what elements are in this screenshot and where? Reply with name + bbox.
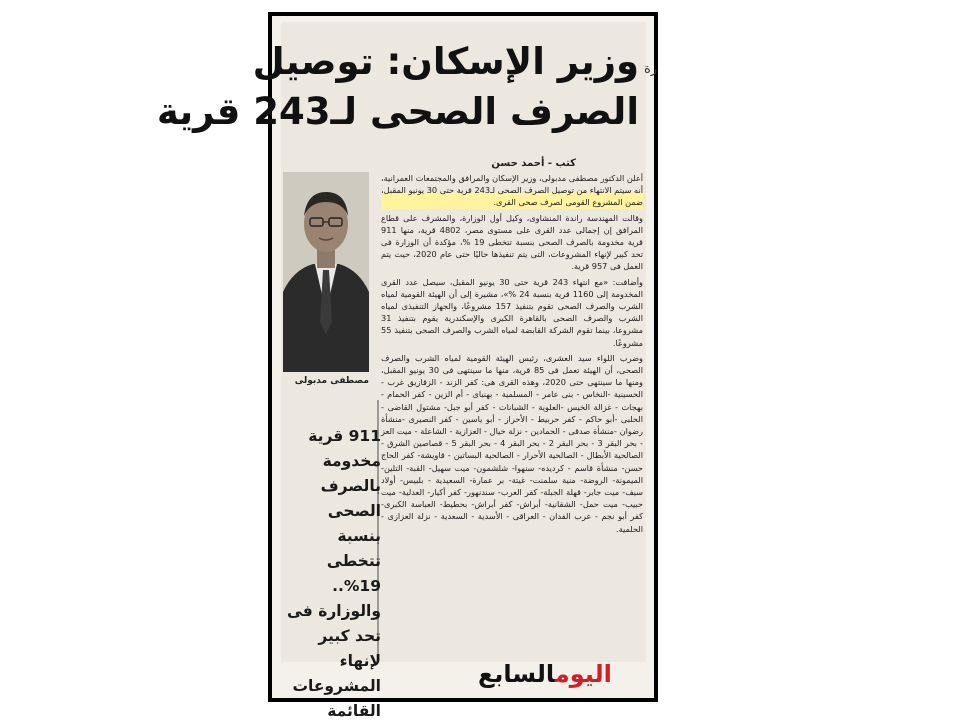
portrait-photo (283, 172, 369, 372)
headline-line-1: وزير الإسكان: توصيل (252, 40, 639, 83)
article-paragraph: وضرب اللواء سيد العشرى، رئيس الهيئة القومية لمياه الشرب والصرف الصحى، أن الهيئة تعمل فى 85 قرية، منها ما سينتهى فى 30 يونيو المقبل، ومنها ما سينتهى حتى 2020، وهذه القرى هى: كفر الزند - الزقازيق غرب - الحسينية -النخاس - بنى عامر - المسلمية - بهنباى - أم الزين - كفر الحمام - بهجات - غزالة الخيس -العلوية - الشبانات - كفر أبو جبل- مشتول القاضى - الحلبى -أبو حاكم - كفر حربيط - الأحراز - أبو ياسين - كفر النصيرى -منشأة رضوان -منشأة صدقى - الحمادين - نزلة خيال - العزازية - الشاعلة - ميت العز - بحر البقر 3 - بحر البقر 2 - بحر البقر 4 - بحر البقر 5 - قصاصين الشرق - الصالحية الأبطال - الصالحية الأحرار - الصالحية البساتين - قاويشة- كفر الحاج حسن- منشأة قاسم - كرديده- سنهوا- شلشمون- ميت سهيل- القبة- التلين- الميمونة- الروضة- منية سلمنت- غيتة- بر عمارة- السعيدية - بلبيس- أولاد سيف- ميت جابر- قهلة الجبلة- كفر العرب- سندنهور- كفر أكيار- العدلية- ميت حبيب- ميت حمل- الشقانية- أبراش- كفر أبراش- بحطيط- العباسة الكبرى- كفر أبو نجم - عرب الفدان - العراقى - الأسدية - السعدية - نزلة العزازى - الحلمية. (381, 352, 643, 534)
article-paragraph: وقالت المهندسة راندة المنشاوى، وكيل أول الوزارة، والمشرف على قطاع المرافق إن إجمالى عدد القرى على مستوى مصر، 4802 قرية، منها 911 قرية مخدومة بالصرف الصحى بنسبة تتخطى 19 %، مؤكدة أن الوزارة فى تحد كبير لإنهاء المشروعات، التى يتم تنفيذها حاليًا حتى عام 2020، حيث يتم العمل فى 957 قرية. (381, 212, 644, 272)
article-paragraph: أعلن الدكتور مصطفى مدبولى، وزير الإسكان والمرافق والمجتمعات العمرانية، أنه سيتم الانتهاء من توصيل الصرف الصحى لـ243 قرية حتى 30 يونيو المقبل، ضمن المشروع القومى لصرف صحى القرى. (381, 173, 643, 208)
newspaper-logo (478, 660, 612, 690)
headline-line-2: الصرف الصحى لـ243 قرية (156, 90, 639, 133)
pull-quote: 911 قرية مخدومة بالصرف الصحى بنسبة تتخطى 19%.. والوزارة فى تحد كبير لإنهاء المشروعات القائمة (286, 427, 381, 720)
article-paragraph: وأضافت: «مع انتهاء 243 قرية حتى 30 يونيو المقبل، سيصل عدد القرى المخدومة إلى 1160 قرية بنسبة 24 %»، مشيرة إلى أن الهيئة القومية لمياه الشرب والصرف الصحى تقوم بتنفيذ 157 مشروعًا، والجهاز التنفيذى لمياه الشرب والصرف الصحى بالقاهرة الكبرى والإسكندرية يقوم بتنفيذ 31 مشروعا، بينما تقوم الشركة القابضة لمياه الشرب والصرف الصحى بتنفيذ 55 مشروعًا. (381, 276, 644, 348)
photo-caption: مصطفى مدبولى (294, 376, 369, 386)
headline (156, 38, 639, 138)
logo-part-black: السابع (478, 660, 555, 688)
logo-part-red: اليوم (554, 660, 612, 688)
margin-mark: رة (644, 62, 658, 77)
article-body (381, 172, 643, 538)
portrait-image (283, 172, 369, 372)
byline: كتب - أحمد حسن (491, 158, 576, 169)
